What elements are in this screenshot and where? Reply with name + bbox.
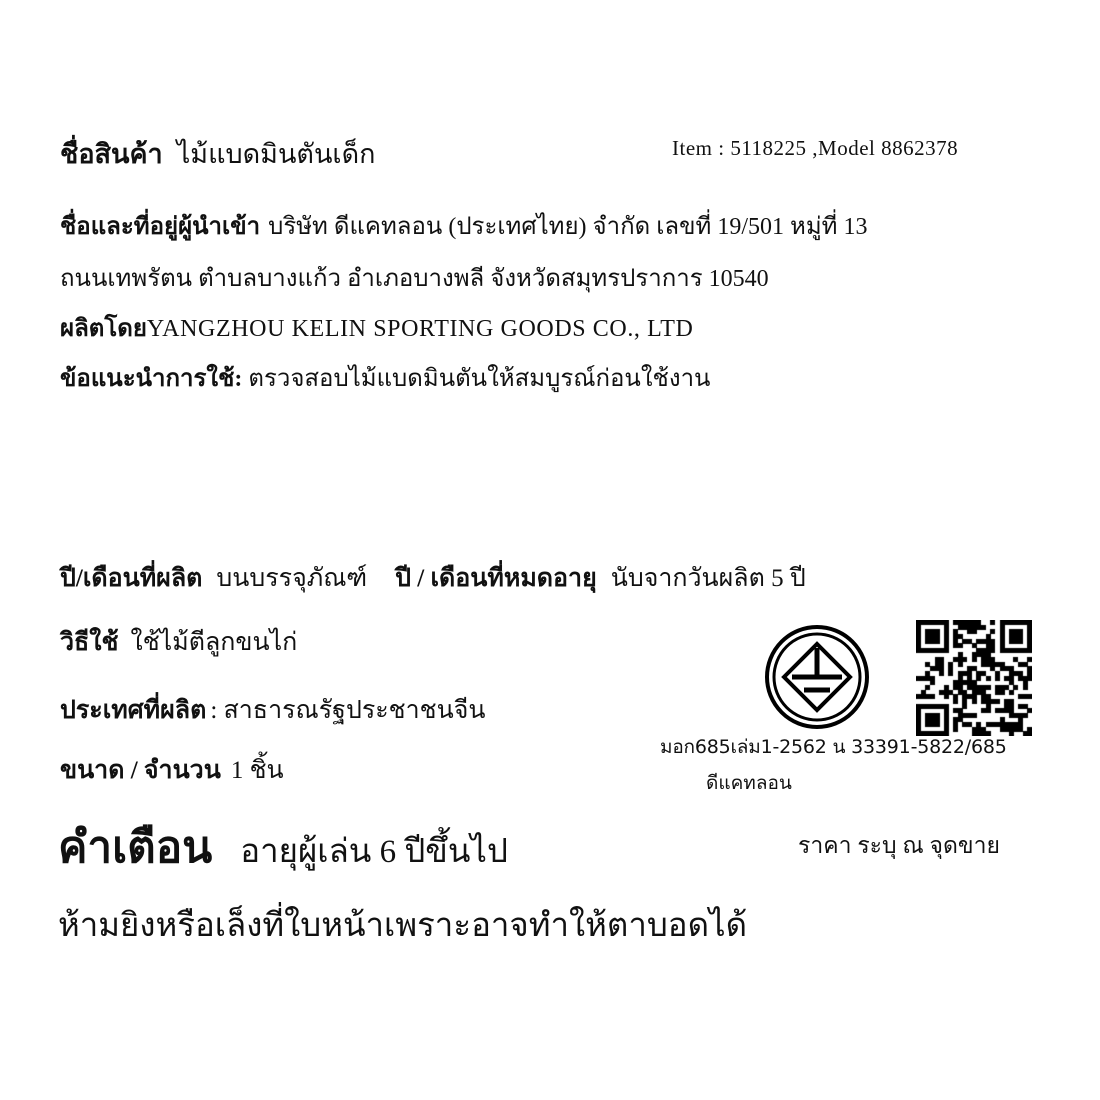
expiry-date-value: นับจากวันผลิต 5 ปี — [610, 565, 806, 592]
manufacture-date-label: ปี/เดือนที่ผลิต — [60, 565, 203, 592]
usage-advice-label: ข้อแนะนำการใช้: — [60, 366, 243, 392]
manufacture-date-value: บนบรรจุภัณฑ์ — [216, 565, 368, 592]
product-name-value: ไม้แบดมินตันเด็ก — [176, 139, 376, 169]
expiry-date-label: ปี / เดือนที่หมดอายุ — [395, 565, 597, 592]
usage-advice-value: ตรวจสอบไม้แบดมินตันให้สมบูรณ์ก่อนใช้งาน — [248, 366, 711, 392]
qr-code — [916, 620, 1032, 736]
size-quantity-label: ขนาด / จำนวน — [60, 757, 221, 784]
importer-address: ถนนเทพรัตน ตำบลบางแก้ว อำเภอบางพลี จังหวัดสมุทรปราการ 10540 — [60, 266, 769, 292]
country-of-origin-row — [60, 690, 485, 730]
tis-code: มอก685เล่ม1-2562 น 33391-5822/685 — [660, 736, 1007, 758]
manufacturer-label: ผลิตโดย — [60, 316, 147, 342]
size-quantity-row — [60, 750, 284, 790]
warning-row — [58, 812, 508, 882]
warning-title: คำเตือน — [58, 823, 213, 872]
country-of-origin-label: ประเทศที่ผลิต — [60, 697, 207, 724]
importer-value: บริษัท ดีแคทลอน (ประเทศไทย) จำกัด เลขที่ 19/501 หมู่ที่ 13 — [268, 214, 868, 240]
usage-advice-row — [60, 358, 710, 397]
how-to-use-label: วิธีใช้ — [60, 629, 119, 656]
importer-row — [60, 206, 867, 245]
country-of-origin-value: : สาธารณรัฐประชาชนจีน — [210, 697, 486, 724]
product-name-row — [60, 132, 376, 175]
price-note: ราคา ระบุ ณ จุดขาย — [798, 833, 1000, 858]
how-to-use-row — [60, 622, 297, 662]
product-name-label: ชื่อสินค้า — [60, 139, 163, 169]
how-to-use-value: ใช้ไม้ตีลูกขนไก่ — [130, 629, 298, 656]
tis-brand: ดีแคทลอน — [706, 772, 792, 794]
manufacturer-row — [60, 308, 693, 347]
tis-certification-mark-icon — [764, 624, 870, 730]
size-quantity-value: 1 ชิ้น — [230, 757, 284, 784]
warning-text: ห้ามยิงหรือเล็งที่ใบหน้าเพราะอาจทำให้ตาบอดได้ — [58, 908, 748, 944]
item-model-code: Item : 5118225 ,Model 8862378 — [672, 136, 959, 160]
manufacturer-value: YANGZHOU KELIN SPORTING GOODS CO., LTD — [146, 316, 694, 342]
manufacture-expiry-row — [60, 558, 806, 598]
importer-label: ชื่อและที่อยู่ผู้นำเข้า — [60, 214, 261, 240]
warning-age: อายุผู้เล่น 6 ปีขึ้นไป — [240, 834, 508, 870]
